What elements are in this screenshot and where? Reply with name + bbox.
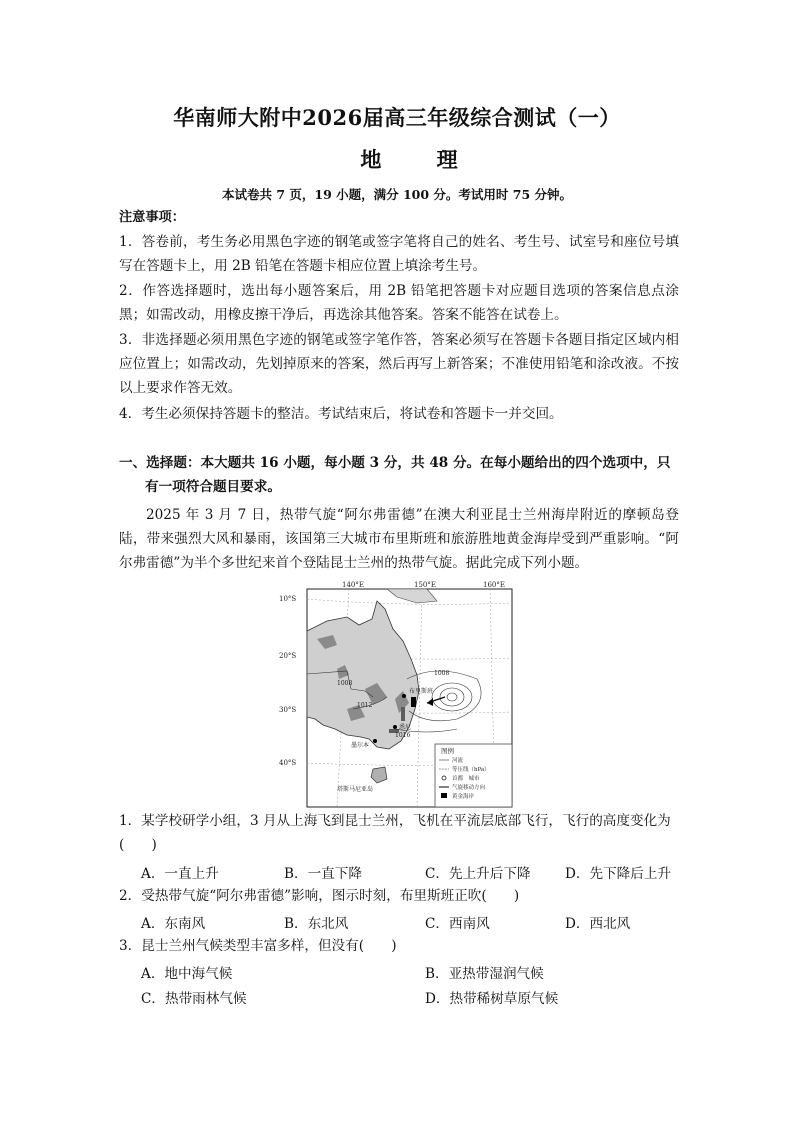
question-1-option-a[interactable]: A．一直上升 xyxy=(141,866,219,882)
subject-title: 地 理 xyxy=(360,147,482,172)
legend-title: 图例 xyxy=(441,747,454,755)
lat-label: 40°S xyxy=(279,759,297,767)
place-label: 塔斯马尼亚岛 xyxy=(337,786,374,793)
question-intro: 2025 年 3 月 7 日，热带气旋“阿尔弗雷德”在澳大利亚昆士兰州海岸附近的摩顿岛登陆，带来强烈大风和暴雨，该国第三大城市布里斯班和旅游胜地黄金海岸受到严重影响。“阿尔弗雷德”为半个多世纪来首个登陆昆士兰州的热带气旋。据此完成下列小题。 xyxy=(119,507,679,572)
isobar-label: 1008 xyxy=(434,670,450,677)
notice-heading: 注意事项： xyxy=(119,210,185,225)
question-3-stem: 3．昆士兰州气候类型丰富多样，但没有( ) xyxy=(119,938,397,954)
lon-label: 160°E xyxy=(483,581,505,589)
isobar-label: 1016 xyxy=(395,732,411,739)
question-3-option-b[interactable]: B．亚热带湿润气候 xyxy=(425,966,544,982)
section-heading-line1: 一、选择题：本大题共 16 小题，每小题 3 分，共 48 分。在每小题给出的四个选项中，只 xyxy=(119,455,671,471)
question-2-stem: 2．受热带气旋“阿尔弗雷德”影响，图示时刻，布里斯班正吹( ) xyxy=(119,888,520,904)
question-1-option-c[interactable]: C．先上升后下降 xyxy=(425,866,531,882)
question-3-option-a[interactable]: A．地中海气候 xyxy=(141,966,233,982)
isobar-label: 1012 xyxy=(357,702,373,709)
exam-info: 本试卷共 7 页，19 小题，满分 100 分。考试用时 75 分钟。 xyxy=(221,187,573,202)
legend-item: 等压线（hPa） xyxy=(452,767,490,773)
notice-item-4: 4．考生必须保持答题卡的整洁。考试结束后，将试卷和答题卡一并交回。 xyxy=(119,406,563,422)
place-label: 墨尔本 xyxy=(351,742,370,749)
question-2-option-d[interactable]: D．西北风 xyxy=(565,916,631,932)
legend-item: 黄金海岸 xyxy=(452,794,475,800)
place-label: 悉尼 xyxy=(399,724,412,731)
legend-item: 河流 xyxy=(452,758,464,764)
notice-item-3: 3．非选择题必须用黑色字迹的钢笔或签字笔作答，答案必须写在答题卡各题目指定区域内相应位置上；如需改动，先划掉原来的答案，然后再写上新答案；不准使用铅笔和涂改液。不按以上要求作答无效。 xyxy=(119,332,679,397)
question-1-option-d[interactable]: D．先下降后上升 xyxy=(565,866,672,882)
question-1-option-b[interactable]: B．一直下降 xyxy=(284,866,362,882)
question-2-option-a[interactable]: A．东南风 xyxy=(141,916,206,932)
place-label: 布里斯班 xyxy=(409,688,434,695)
notice-item-1: 1．答卷前，考生务必用黑色字迹的钢笔或签字笔将自己的姓名、考生号、试室号和座位号填写在答题卡上，用 2B 铅笔在答题卡相应位置上填涂考生号。 xyxy=(119,234,679,275)
question-1-stem: 1．某学校研学小组，3 月从上海飞到昆士兰州，飞机在平流层底部飞行，飞行的高度变化为( ) xyxy=(119,813,671,853)
lat-label: 30°S xyxy=(279,706,297,714)
notice-item-2: 2．作答选择题时，选出每小题答案后，用 2B 铅笔把答题卡对应题目选项的答案信息点涂黑；如需改动，用橡皮擦干净后，再选涂其他答案。答案不能答在试卷上。 xyxy=(119,283,679,324)
section-heading xyxy=(119,451,684,499)
lon-label: 150°E xyxy=(414,581,436,589)
question-2-option-b[interactable]: B．东北风 xyxy=(284,916,349,932)
lat-label: 10°S xyxy=(279,595,297,603)
isobar-label: 1008 xyxy=(337,680,353,687)
section-heading-line2: 有一项符合题目要求。 xyxy=(145,479,281,496)
question-3-option-d[interactable]: D．热带稀树草原气候 xyxy=(425,991,559,1007)
gold-coast-marker xyxy=(411,697,416,707)
question-3-option-c[interactable]: C．热带雨林气候 xyxy=(141,991,247,1007)
legend-item: 气旋移动方向 xyxy=(452,785,486,791)
lat-label: 20°S xyxy=(279,652,297,660)
lon-label: 140°E xyxy=(342,581,364,589)
australia-cyclone-map xyxy=(277,579,517,811)
legend-item: 首都 城市 xyxy=(452,776,480,782)
question-2-option-c[interactable]: C．西南风 xyxy=(425,916,490,932)
exam-title: 华南师大附中2026届高三年级综合测试（一） xyxy=(173,105,621,130)
